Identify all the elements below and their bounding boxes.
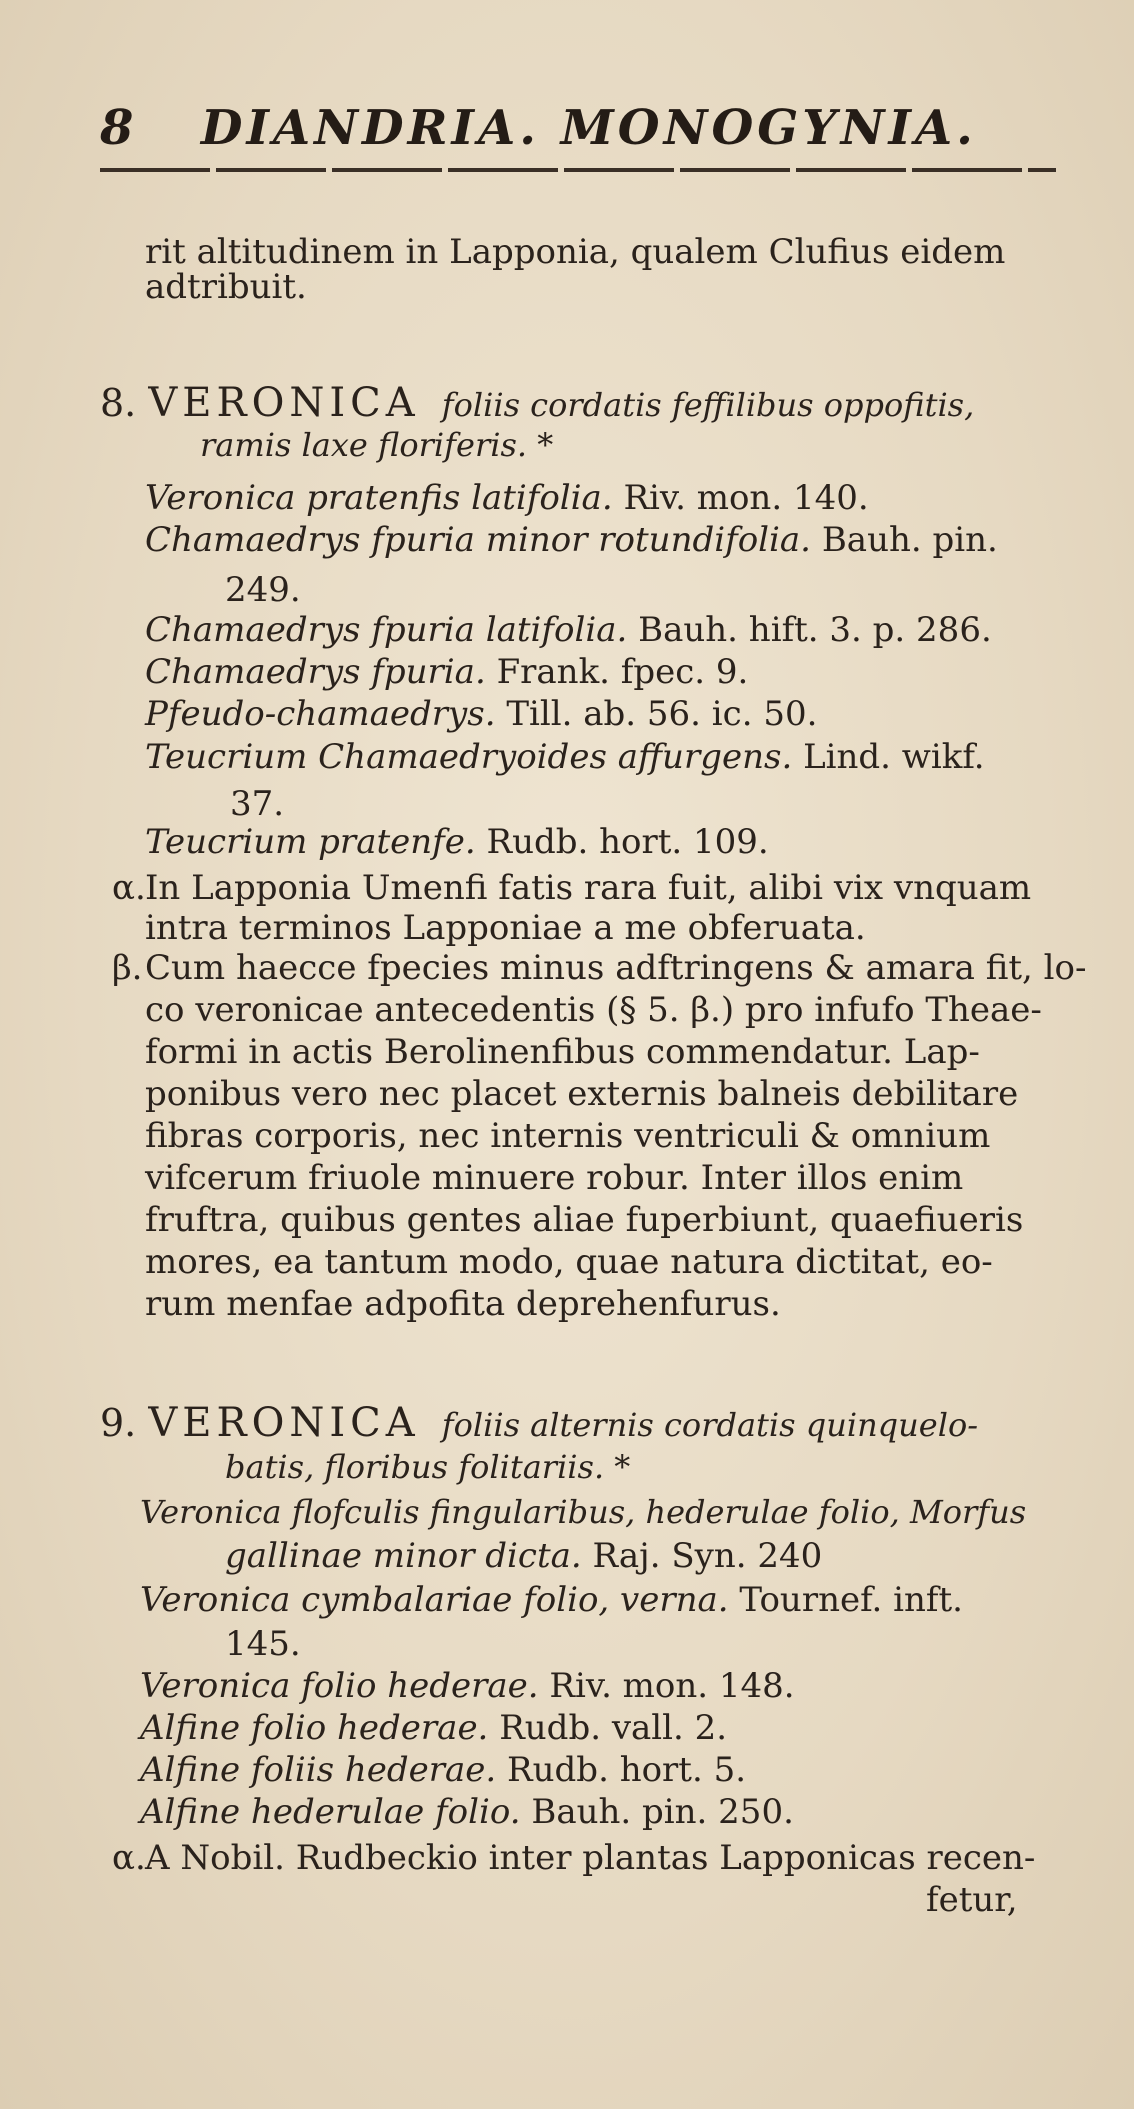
entry9-heading bbox=[100, 1400, 979, 1446]
synonym-ref: Bauh. pin. 250. bbox=[531, 1792, 794, 1832]
synonym-line bbox=[225, 1536, 822, 1576]
synonym-line bbox=[225, 570, 301, 610]
alpha-note-line: intra terminos Lapponiae a me obferuata. bbox=[145, 908, 866, 948]
synonym-name: gallinae minor dicta. bbox=[225, 1536, 582, 1576]
alpha-note-line: In Lapponia Umenfi fatis rara fuit, alibi vix vnquam bbox=[145, 868, 1032, 908]
entry8-heading bbox=[100, 380, 975, 426]
synonym-ref: Riv. mon. 140. bbox=[623, 478, 869, 518]
beta-note-line: mores, ea tantum modo, quae natura dictitat, eo- bbox=[145, 1242, 993, 1282]
synonym-line bbox=[230, 784, 284, 824]
synonym-name: Veronica folio hederae. bbox=[140, 1666, 539, 1706]
synonym-line bbox=[140, 1580, 963, 1620]
synonym-line bbox=[145, 610, 992, 650]
beta-note-line: fruftra, quibus gentes aliae fuperbiunt, quaefiueris bbox=[145, 1200, 1024, 1240]
synonym-line bbox=[140, 1492, 1026, 1532]
synonym-line bbox=[140, 1792, 794, 1832]
synonym-name: Chamaedrys fpuria latifolia. bbox=[145, 610, 628, 650]
synonym-ref: Frank. fpec. 9. bbox=[496, 652, 749, 692]
synonym-ref: Raj. Syn. 240 bbox=[592, 1536, 823, 1576]
synonym-ref: Till. ab. 56. ic. 50. bbox=[506, 694, 818, 734]
diagnosis-continued: ramis laxe floriferis. * bbox=[200, 426, 554, 464]
synonym-ref: Rudb. hort. 5. bbox=[507, 1750, 747, 1790]
entry-number: 8. bbox=[100, 381, 137, 425]
synonym-ref: Tournef. inft. bbox=[739, 1580, 963, 1620]
diagnosis: foliis cordatis feffilibus oppofitis, bbox=[441, 386, 975, 424]
synonym-line bbox=[145, 478, 869, 518]
genus-name: VERONICA bbox=[148, 1400, 420, 1446]
beta-marker: β. bbox=[112, 948, 143, 988]
synonym-line bbox=[145, 520, 998, 560]
synonym-line bbox=[140, 1666, 795, 1706]
synonym-ref: Rudb. hort. 109. bbox=[486, 822, 769, 862]
synonym-name: Chamaedrys fpuria minor rotundifolia. bbox=[145, 520, 811, 560]
beta-note-line: ponibus vero nec placet externis balneis debilitare bbox=[145, 1074, 1019, 1114]
alpha-note-line: A Nobil. Rudbeckio inter plantas Lapponicas recen- bbox=[145, 1838, 1036, 1878]
synonym-name: Veronica flofculis fingularibus, hederulae folio, Morfus bbox=[140, 1493, 1027, 1531]
diagnosis: foliis alternis cordatis quinquelo- bbox=[441, 1406, 979, 1444]
synonym-line bbox=[225, 1624, 301, 1664]
synonym-name: Alfine foliis hederae. bbox=[140, 1750, 497, 1790]
beta-note-line: Cum haecce fpecies minus adftringens & amara fit, lo- bbox=[145, 948, 1087, 988]
synonym-name: Teucrium Chamaedryoides affurgens. bbox=[145, 737, 793, 777]
synonym-ref: Rudb. vall. 2. bbox=[499, 1708, 728, 1748]
page-number: 8 bbox=[100, 100, 138, 156]
catchword: fetur, bbox=[926, 1880, 1018, 1920]
synonym-name: Veronica cymbalariae folio, verna. bbox=[140, 1580, 729, 1620]
beta-note-line: formi in actis Berolinenfibus commendatur. Lap- bbox=[145, 1032, 980, 1072]
synonym-name: Chamaedrys fpuria. bbox=[145, 652, 486, 692]
beta-note-line: co veronicae antecedentis (§ 5. β.) pro infufo Theae- bbox=[145, 990, 1042, 1030]
intro-line-1: rit altitudinem in Lapponia, qualem Clufius eidem bbox=[145, 232, 1006, 272]
synonym-line bbox=[140, 1750, 746, 1790]
synonym-line bbox=[140, 1708, 727, 1748]
beta-note-line: vifcerum friuole minuere robur. Inter illos enim bbox=[145, 1158, 964, 1198]
entry-number: 9. bbox=[100, 1401, 137, 1445]
running-header bbox=[100, 100, 977, 156]
diagnosis-continued: batis, floribus folitariis. * bbox=[225, 1448, 631, 1486]
synonym-line bbox=[145, 822, 769, 862]
synonym-line bbox=[145, 652, 748, 692]
synonym-name: Teucrium pratenfe. bbox=[145, 822, 476, 862]
synonym-line bbox=[145, 737, 985, 777]
alpha-marker: α. bbox=[112, 1838, 146, 1878]
intro-line-2: adtribuit. bbox=[145, 267, 307, 307]
synonym-ref: 37. bbox=[230, 784, 285, 824]
synonym-ref: Lind. wikf. bbox=[803, 737, 985, 777]
synonym-ref: 249. bbox=[225, 570, 301, 610]
synonym-name: Pfeudo-chamaedrys. bbox=[145, 694, 496, 734]
beta-note-line: fibras corporis, nec internis ventriculi & omnium bbox=[145, 1116, 991, 1156]
synonym-ref: 145. bbox=[225, 1624, 301, 1664]
synonym-ref: Bauh. hift. 3. p. 286. bbox=[638, 610, 992, 650]
synonym-name: Alfine folio hederae. bbox=[140, 1708, 489, 1748]
alpha-marker: α. bbox=[112, 868, 146, 908]
genus-name: VERONICA bbox=[148, 380, 420, 426]
header-rule bbox=[100, 168, 1056, 172]
header-title: DIANDRIA. MONOGYNIA. bbox=[200, 100, 977, 156]
synonym-name: Alfine hederulae folio. bbox=[140, 1792, 521, 1832]
synonym-line bbox=[145, 694, 817, 734]
synonym-ref: Riv. mon. 148. bbox=[549, 1666, 795, 1706]
synonym-name: Veronica pratenfis latifolia. bbox=[145, 478, 613, 518]
beta-note-line: rum menfae adpofita deprehenfurus. bbox=[145, 1284, 781, 1324]
synonym-ref: Bauh. pin. bbox=[821, 520, 998, 560]
